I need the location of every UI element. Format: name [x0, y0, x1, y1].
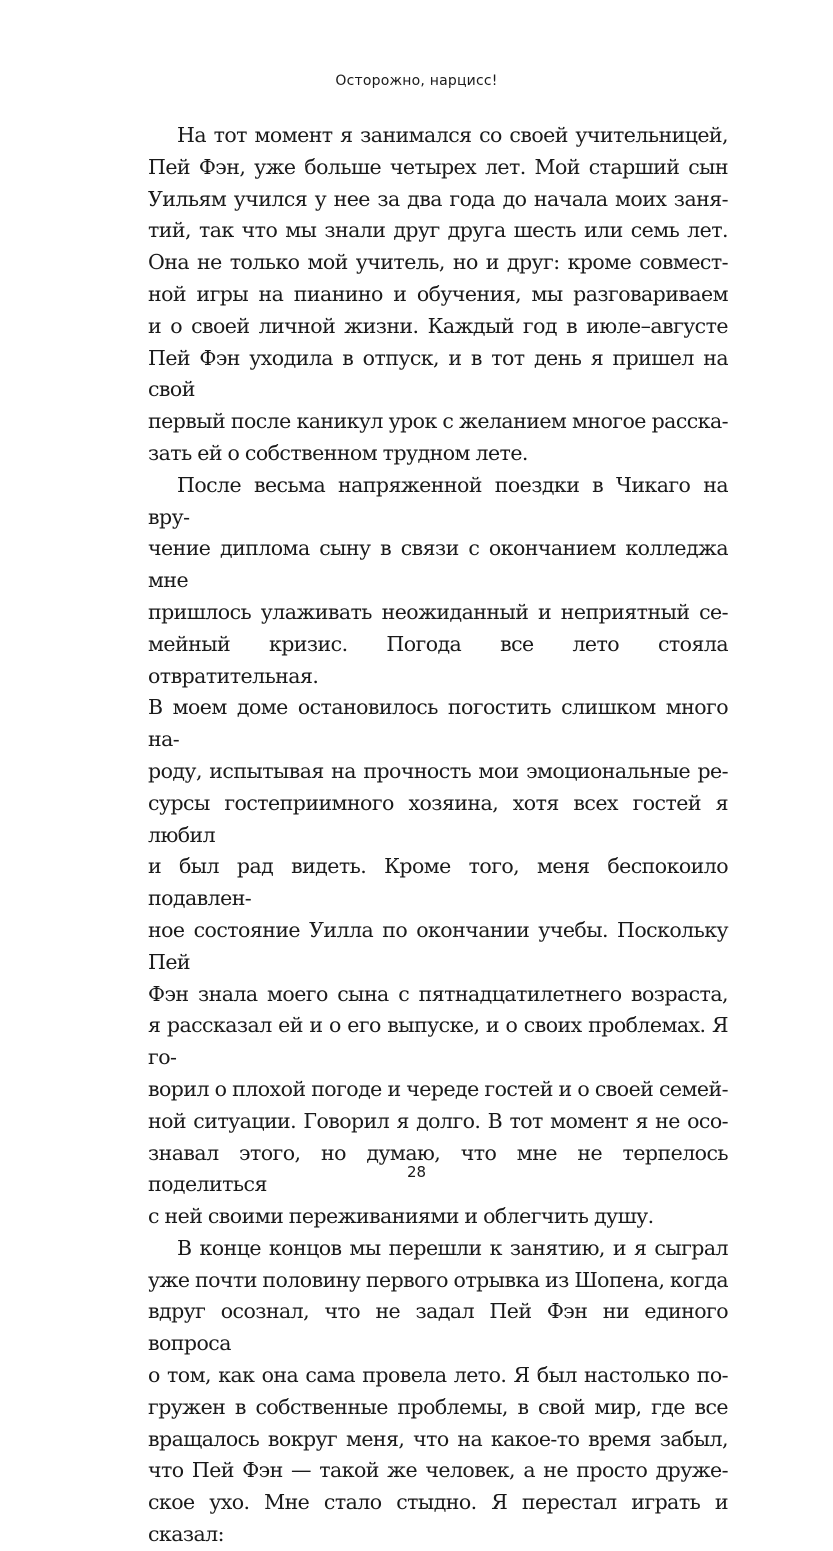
paragraph-line: Фэн знала моего сына с пятнадцатилетнего возраста, — [148, 981, 728, 1006]
paragraph-line: В конце концов мы перешли к занятию, и я сыграл — [177, 1235, 728, 1260]
paragraph-line: Уильям учился у нее за два года до начала моих заня- — [148, 186, 728, 211]
paragraph-line: я рассказал ей и о его выпуске, и о своих проблемах. Я го- — [148, 1013, 728, 1070]
running-head: Осторожно, нарцисс! — [335, 73, 498, 89]
paragraph-line: В моем доме остановилось погостить слишком много на- — [148, 695, 728, 752]
paragraph-line: чение диплома сыну в связи с окончанием колледжа мне — [148, 536, 728, 593]
paragraph-line: о том, как она сама провела лето. Я был настолько по- — [148, 1363, 728, 1388]
paragraph-line: первый после каникул урок с желанием многое расска- — [148, 409, 728, 434]
paragraph-line: ной ситуации. Говорил я долго. В тот момент я не осо- — [148, 1108, 728, 1133]
paragraph-line: и был рад видеть. Кроме того, меня беспокоило подавлен- — [148, 854, 728, 911]
paragraph-line: зать ей о собственном трудном лете. — [148, 440, 528, 465]
paragraph-line: На тот момент я занимался со своей учительницей, — [177, 123, 728, 147]
paragraph-line: сурсы гостеприимного хозяина, хотя всех гостей я любил — [148, 790, 728, 847]
paragraph-line: Пей Фэн уходила в отпуск, и в тот день я пришел на свой — [148, 345, 728, 402]
paragraph-line: ворил о плохой погоде и череде гостей и о своей семей- — [148, 1076, 728, 1101]
paragraph-line: уже почти половину первого отрывка из Шопена, когда — [148, 1267, 728, 1292]
paragraph-line: мейный кризис. Погода все лето стояла отвратительная. — [148, 631, 728, 688]
paragraph-line: пришлось улаживать неожиданный и неприятный се- — [148, 599, 728, 624]
paragraph-line: вращалось вокруг меня, что на какое-то время забыл, — [148, 1426, 728, 1451]
paragraph-line: тий, так что мы знали друг друга шесть или семь лет. — [148, 218, 728, 243]
paragraph-line: ной игры на пианино и обучения, мы разговариваем — [148, 281, 728, 306]
paragraph-line: Пей Фэн, уже больше четырех лет. Мой старший сын — [148, 154, 728, 179]
paragraph-line: Она не только мой учитель, но и друг: кроме совмест- — [148, 250, 728, 275]
body-text — [148, 120, 728, 1551]
paragraph-line: После весьма напряженной поездки в Чикаго на вру- — [148, 472, 728, 529]
paragraph-line: знавал этого, но думаю, что мне не терпелось поделиться — [148, 1140, 728, 1197]
paragraph-line: с ней своими переживаниями и облегчить душу. — [148, 1204, 654, 1229]
paragraph-line: и о своей личной жизни. Каждый год в июле–августе — [148, 313, 728, 338]
paragraph-line: вдруг осознал, что не задал Пей Фэн ни единого вопроса — [148, 1299, 728, 1356]
paragraph-line: ное состояние Уилла по окончании учебы. Поскольку Пей — [148, 917, 728, 974]
paragraph-line: ское ухо. Мне стало стыдно. Я перестал играть и сказал: — [148, 1490, 728, 1547]
page-number: 28 — [406, 1163, 427, 1181]
paragraph-line: что Пей Фэн — такой же человек, а не просто друже- — [148, 1458, 728, 1483]
paragraph-line: гружен в собственные проблемы, в свой мир, где все — [148, 1394, 728, 1419]
paragraph-line: роду, испытывая на прочность мои эмоциональные ре- — [148, 758, 728, 783]
